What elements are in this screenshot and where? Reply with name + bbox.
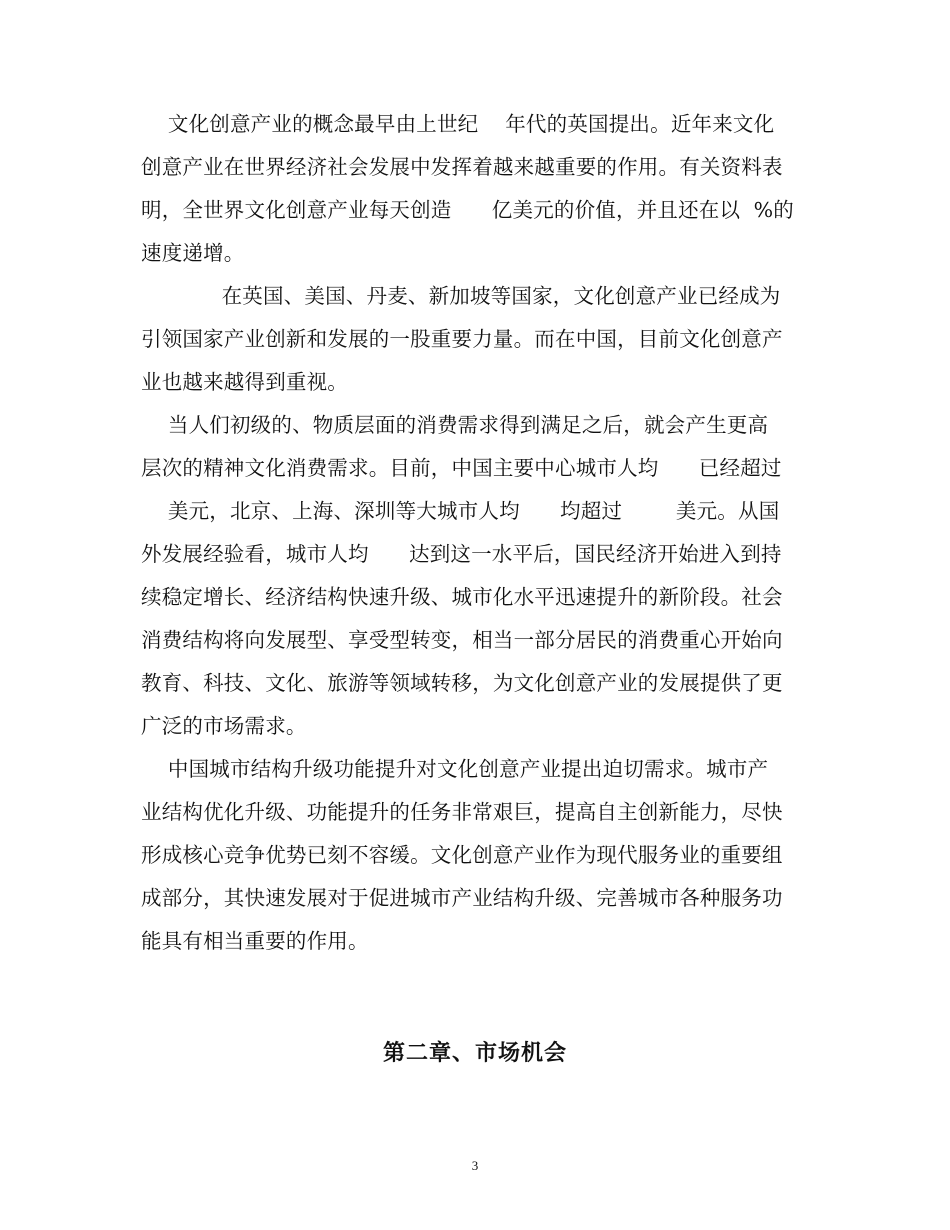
text-line: 创意产业在世界经济社会发展中发挥着越来越重要的作用。有关资料表 [141,155,783,179]
chapter-heading: 第二章、市场机会 [382,1041,567,1066]
text-line: 文化创意产业的概念最早由上世纪 年代的英国提出。近年来文化 [141,112,775,136]
text-line: 业结构优化升级、功能提升的任务非常艰巨，提高自主创新能力，尽快 [141,800,783,824]
text-line: 外发展经验看，城市人均 达到这一水平后，国民经济开始进入到持 [141,542,782,566]
text-line: 消费结构将向发展型、享受型转变，相当一部分居民的消费重心开始向 [141,628,783,652]
text-line: 广泛的市场需求。 [141,714,307,738]
text-line: 续稳定增长、经济结构快速升级、城市化水平迅速提升的新阶段。社会 [141,585,783,609]
text-line: 层次的精神文化消费需求。目前，中国主要中心城市人均 已经超过 [141,456,782,480]
text-line: 能具有相当重要的作用。 [141,929,369,953]
text-line: 中国城市结构升级功能提升对文化创意产业提出迫切需求。城市产 [141,757,769,781]
body-text [141,103,821,963]
text-line: 成部分，其快速发展对于促进城市产业结构升级、完善城市各种服务功 [141,886,783,910]
text-line: 教育、科技、文化、旅游等领域转移，为文化创意产业的发展提供了更 [141,671,783,695]
text-line: 业也越来越得到重视。 [141,370,348,394]
text-line: 当人们初级的、物质层面的消费需求得到满足之后，就会产生更高 [141,413,769,437]
text-line: 速度递增。 [141,241,245,265]
text-line: 形成核心竞争优势已刻不容缓。文化创意产业作为现代服务业的重要组 [141,843,783,867]
text-line: 美元，北京、上海、深圳等大城市人均 均超过 美元。从国 [141,499,780,523]
page-number: 3 [471,1158,479,1173]
text-line: 明，全世界文化创意产业每天创造 亿美元的价值，并且还在以 %的 [141,198,795,222]
text-line: 在英国、美国、丹麦、新加坡等国家，文化创意产业已经成为 [141,284,781,308]
text-line: 引领国家产业创新和发展的一股重要力量。而在中国，目前文化创意产 [141,327,783,351]
